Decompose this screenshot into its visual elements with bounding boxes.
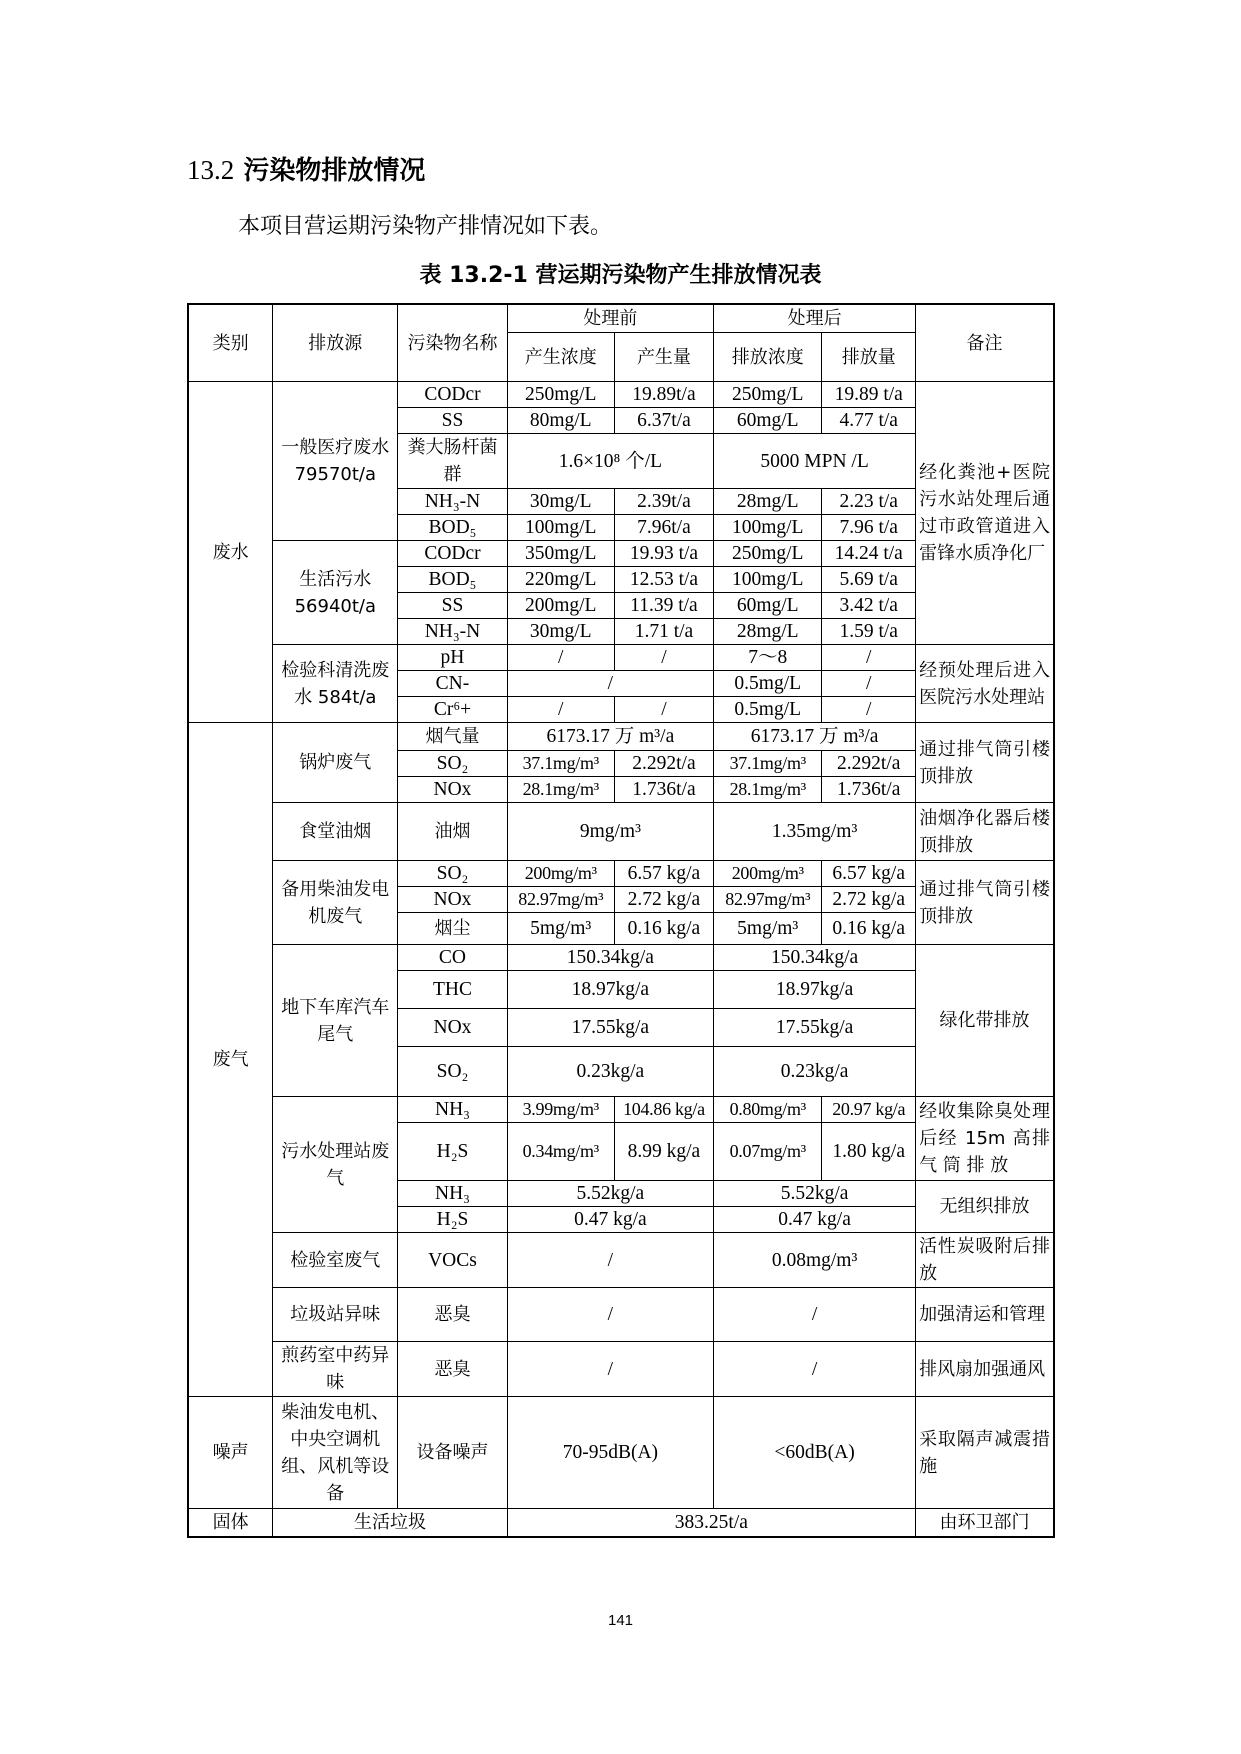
table-cell: 1.6×10⁸ 个/L	[507, 434, 713, 489]
table-cell: 60mg/L	[714, 593, 822, 619]
source-domestic: 生活污水56940t/a	[273, 541, 398, 645]
table-cell: 19.89 t/a	[822, 382, 916, 408]
remark-generator: 通过排气筒引楼顶排放	[916, 861, 1054, 945]
section-number: 13.2	[187, 155, 235, 185]
table-cell: /	[507, 1288, 713, 1342]
table-cell: 0.08mg/m³	[714, 1233, 916, 1288]
header-source: 排放源	[273, 304, 398, 382]
table-cell: 2.72 kg/a	[822, 887, 916, 913]
table-cell: 82.97mg/m³	[714, 887, 822, 913]
pollutant-table	[187, 303, 1055, 1538]
table-cell: /	[507, 697, 614, 723]
table-cell: 37.1mg/m³	[714, 751, 822, 777]
table-cell: 0.07mg/m³	[714, 1123, 822, 1181]
table-cell: 1.736t/a	[614, 777, 713, 803]
table-cell: 1.35mg/m³	[714, 803, 916, 861]
table-cell: pH	[398, 645, 507, 671]
table-cell: 30mg/L	[507, 619, 614, 645]
table-cell: 0.16 kg/a	[822, 913, 916, 945]
section-heading	[187, 150, 425, 187]
table-cell: 20.97 kg/a	[822, 1097, 916, 1123]
table-cell: 0.16 kg/a	[614, 913, 713, 945]
table-cell: THC	[398, 971, 507, 1009]
table-cell: 5mg/m³	[507, 913, 614, 945]
category-gas: 废气	[188, 723, 273, 1397]
table-cell: CN-	[398, 671, 507, 697]
table-cell: 250mg/L	[507, 382, 614, 408]
table-cell: 200mg/m³	[507, 861, 614, 887]
table-cell: 5000 MPN /L	[714, 434, 916, 489]
table-cell: 220mg/L	[507, 567, 614, 593]
table-cell: 200mg/L	[507, 593, 614, 619]
table-cell: 2.292t/a	[822, 751, 916, 777]
table-cell: SO₂	[398, 751, 507, 777]
table-cell: 0.47 kg/a	[507, 1207, 713, 1233]
table-cell: 7.96 t/a	[822, 515, 916, 541]
table-cell: 250mg/L	[714, 382, 822, 408]
source-decoction: 煎药室中药异味	[273, 1342, 398, 1397]
table-cell: 4.77 t/a	[822, 408, 916, 434]
table-cell: 37.1mg/m³	[507, 751, 614, 777]
category-noise: 噪声	[188, 1397, 273, 1509]
table-cell: 30mg/L	[507, 489, 614, 515]
table-cell: 80mg/L	[507, 408, 614, 434]
remark-sewage-fugitive: 无组织排放	[916, 1181, 1054, 1233]
table-cell: 18.97kg/a	[507, 971, 713, 1009]
table-cell: 28.1mg/m³	[507, 777, 614, 803]
table-cell: /	[507, 1342, 713, 1397]
section-title: 污染物排放情况	[243, 156, 426, 186]
table-cell: 恶臭	[398, 1342, 507, 1397]
table-cell: /	[822, 697, 916, 723]
table-cell: 1.80 kg/a	[822, 1123, 916, 1181]
table-cell: BOD₅	[398, 515, 507, 541]
table-cell: /	[507, 671, 713, 697]
table-cell: NH₃-N	[398, 489, 507, 515]
table-cell: 3.42 t/a	[822, 593, 916, 619]
source-garage: 地下车库汽车尾气	[273, 945, 398, 1097]
table-cell: 28mg/L	[714, 489, 822, 515]
remark-solid: 由环卫部门	[916, 1509, 1054, 1538]
table-cell: 3.99mg/m³	[507, 1097, 614, 1123]
source-garbage: 垃圾站异味	[273, 1288, 398, 1342]
table-cell: /	[507, 1233, 713, 1288]
table-cell: 18.97kg/a	[714, 971, 916, 1009]
table-cell: <60dB(A)	[714, 1397, 916, 1509]
table-cell: 恶臭	[398, 1288, 507, 1342]
table-cell: 12.53 t/a	[614, 567, 713, 593]
header-remark: 备注	[916, 304, 1054, 382]
table-cell: 17.55kg/a	[714, 1009, 916, 1047]
table-cell: 104.86 kg/a	[614, 1097, 713, 1123]
intro-paragraph: 本项目营运期污染物产排情况如下表。	[238, 214, 613, 239]
table-cell: 150.34kg/a	[714, 945, 916, 971]
header-after: 处理后	[714, 304, 916, 333]
table-cell: H₂S	[398, 1207, 507, 1233]
table-cell: NH₃	[398, 1181, 507, 1207]
table-cell: 19.89t/a	[614, 382, 713, 408]
table-cell: /	[822, 671, 916, 697]
source-lab-wash: 检验科清洗废水 584t/a	[273, 645, 398, 723]
table-cell: 0.5mg/L	[714, 671, 822, 697]
table-cell: 6173.17 万 m³/a	[714, 723, 916, 751]
table-cell: 设备噪声	[398, 1397, 507, 1509]
table-cell: 0.23kg/a	[507, 1047, 713, 1097]
source-canteen: 食堂油烟	[273, 803, 398, 861]
table-cell: SS	[398, 593, 507, 619]
table-cell: SS	[398, 408, 507, 434]
table-cell: CODcr	[398, 541, 507, 567]
table-cell: /	[614, 697, 713, 723]
table-cell: NH₃	[398, 1097, 507, 1123]
table-cell: BOD₅	[398, 567, 507, 593]
table-cell: 粪大肠杆菌群	[398, 434, 507, 489]
remark-garage: 绿化带排放	[916, 945, 1054, 1097]
table-cell: NH₃-N	[398, 619, 507, 645]
table-cell: 6173.17 万 m³/a	[507, 723, 713, 751]
header-category: 类别	[188, 304, 273, 382]
table-cell: 150.34kg/a	[507, 945, 713, 971]
category-wastewater: 废水	[188, 382, 273, 723]
remark-noise: 采取隔声减震措施	[916, 1397, 1054, 1509]
table-cell: /	[614, 645, 713, 671]
source-noise: 柴油发电机、中央空调机组、风机等设备	[273, 1397, 398, 1509]
table-cell: 350mg/L	[507, 541, 614, 567]
table-cell: 60mg/L	[714, 408, 822, 434]
header-pollutant: 污染物名称	[398, 304, 507, 382]
remark-sewage-organized: 经收集除臭处理后经 15m 高排 气 筒 排 放	[916, 1097, 1054, 1181]
source-sewage-station: 污水处理站废气	[273, 1097, 398, 1233]
table-caption: 表 13.2-1 营运期污染物产生排放情况表	[419, 263, 822, 288]
remark-decoction: 排风扇加强通风	[916, 1342, 1054, 1397]
table-cell: 9mg/m³	[507, 803, 713, 861]
table-cell: VOCs	[398, 1233, 507, 1288]
source-medical: 一般医疗废水 79570t/a	[273, 382, 398, 541]
header-dis-conc: 排放浓度	[714, 333, 822, 382]
header-before: 处理前	[507, 304, 713, 333]
table-cell: 0.23kg/a	[714, 1047, 916, 1097]
table-cell: 2.39t/a	[614, 489, 713, 515]
table-cell: 14.24 t/a	[822, 541, 916, 567]
table-cell: H₂S	[398, 1123, 507, 1181]
table-cell: 70-95dB(A)	[507, 1397, 713, 1509]
table-cell: 6.57 kg/a	[614, 861, 713, 887]
source-generator: 备用柴油发电机废气	[273, 861, 398, 945]
table-cell: 0.80mg/m³	[714, 1097, 822, 1123]
category-solid: 固体	[188, 1509, 273, 1538]
source-lab-gas: 检验室废气	[273, 1233, 398, 1288]
table-cell: 1.71 t/a	[614, 619, 713, 645]
table-cell: 6.37t/a	[614, 408, 713, 434]
table-cell: /	[714, 1288, 916, 1342]
remark-boiler: 通过排气筒引楼顶排放	[916, 723, 1054, 803]
table-cell: 250mg/L	[714, 541, 822, 567]
table-cell: CO	[398, 945, 507, 971]
table-cell: 5.69 t/a	[822, 567, 916, 593]
remark-garbage: 加强清运和管理	[916, 1288, 1054, 1342]
remark-canteen: 油烟净化器后楼顶排放	[916, 803, 1054, 861]
table-cell: 1.736t/a	[822, 777, 916, 803]
table-cell: NOx	[398, 777, 507, 803]
table-cell: 28.1mg/m³	[714, 777, 822, 803]
table-cell: /	[822, 645, 916, 671]
header-gen-amt: 产生量	[614, 333, 713, 382]
table-cell: 28mg/L	[714, 619, 822, 645]
table-cell: Cr⁶+	[398, 697, 507, 723]
table-cell: 0.5mg/L	[714, 697, 822, 723]
table-cell: 17.55kg/a	[507, 1009, 713, 1047]
table-cell: SO₂	[398, 1047, 507, 1097]
table-cell: 6.57 kg/a	[822, 861, 916, 887]
table-cell: 19.93 t/a	[614, 541, 713, 567]
table-cell: 82.97mg/m³	[507, 887, 614, 913]
remark-lab-wash: 经预处理后进入医院污水处理站	[916, 645, 1054, 723]
source-domestic-waste: 生活垃圾	[273, 1509, 507, 1538]
table-cell: 200mg/m³	[714, 861, 822, 887]
table-cell: 7～8	[714, 645, 822, 671]
table-cell: 2.72 kg/a	[614, 887, 713, 913]
table-cell: 油烟	[398, 803, 507, 861]
table-cell: 5.52kg/a	[507, 1181, 713, 1207]
table-cell: 383.25t/a	[507, 1509, 915, 1538]
table-cell: CODcr	[398, 382, 507, 408]
source-boiler: 锅炉废气	[273, 723, 398, 803]
table-cell: 100mg/L	[507, 515, 614, 541]
table-cell: 5.52kg/a	[714, 1181, 916, 1207]
remark-lab-gas: 活性炭吸附后排放	[916, 1233, 1054, 1288]
table-cell: 7.96t/a	[614, 515, 713, 541]
table-cell: 1.59 t/a	[822, 619, 916, 645]
table-cell: 5mg/m³	[714, 913, 822, 945]
table-cell: 100mg/L	[714, 515, 822, 541]
table-cell: 2.292t/a	[614, 751, 713, 777]
table-cell: 100mg/L	[714, 567, 822, 593]
table-cell: SO₂	[398, 861, 507, 887]
table-cell: NOx	[398, 887, 507, 913]
header-gen-conc: 产生浓度	[507, 333, 614, 382]
table-cell: 11.39 t/a	[614, 593, 713, 619]
page-number: 141	[607, 1612, 634, 1629]
table-cell: 2.23 t/a	[822, 489, 916, 515]
table-cell: 8.99 kg/a	[614, 1123, 713, 1181]
table-cell: /	[714, 1342, 916, 1397]
table-cell: 烟尘	[398, 913, 507, 945]
table-cell: 0.34mg/m³	[507, 1123, 614, 1181]
table-cell: 0.47 kg/a	[714, 1207, 916, 1233]
table-cell: /	[507, 645, 614, 671]
table-cell: NOx	[398, 1009, 507, 1047]
remark-wastewater: 经化粪池+医院污水站处理后通过市政管道进入雷锋水质净化厂	[916, 382, 1054, 645]
table-cell: 烟气量	[398, 723, 507, 751]
header-dis-amt: 排放量	[822, 333, 916, 382]
